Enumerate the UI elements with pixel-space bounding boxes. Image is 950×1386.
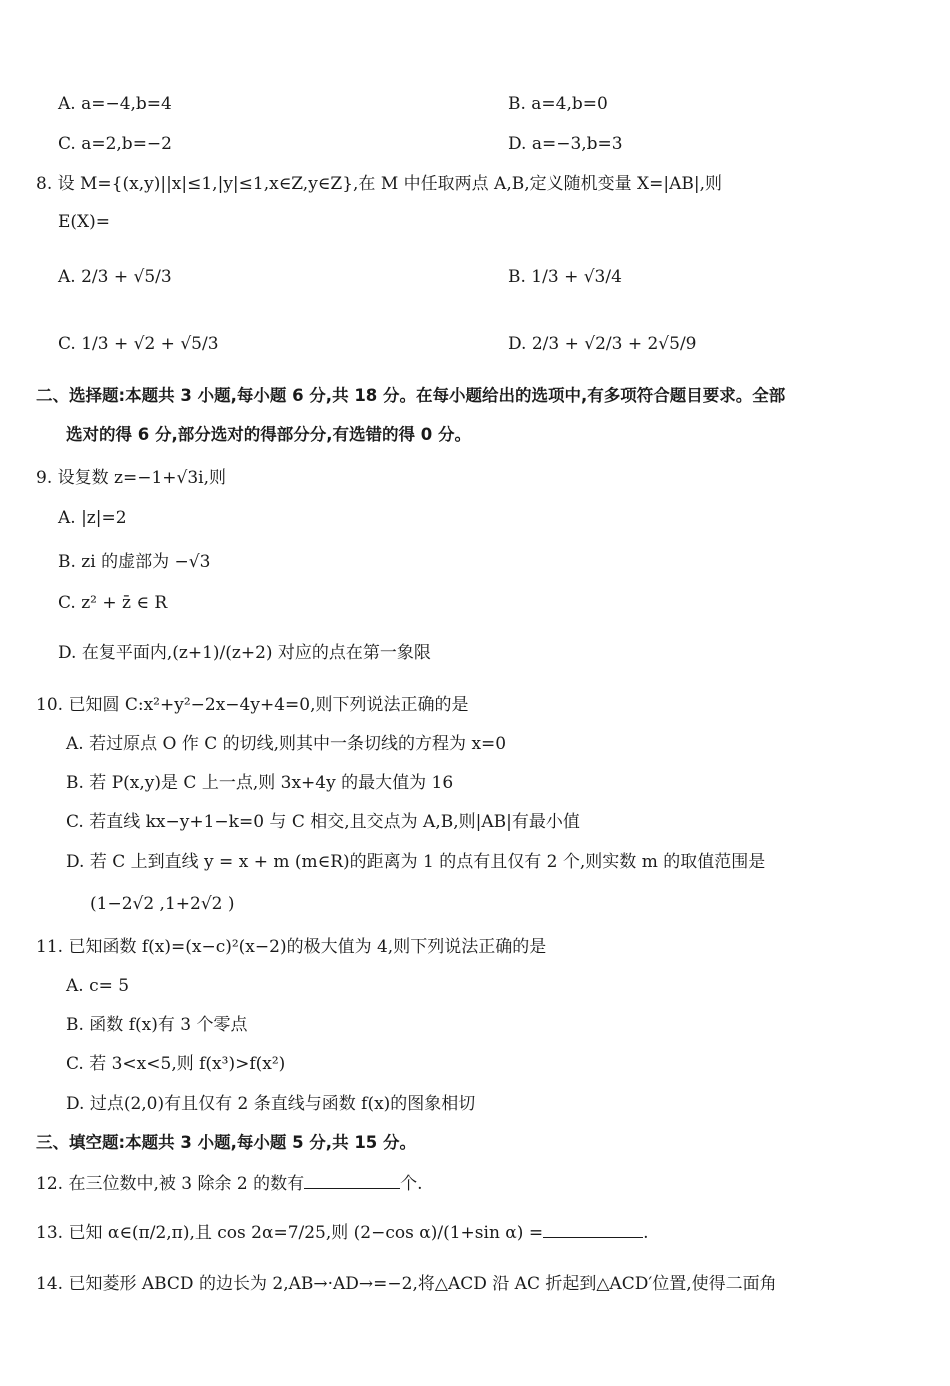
q12-text-before: 12. 在三位数中,被 3 除余 2 的数有	[36, 1174, 305, 1194]
q12-text-after: 个.	[400, 1174, 423, 1194]
q8-option-c: C. 1/3 + √2 + √5/3	[58, 334, 219, 354]
q11-option-b: B. 函数 f(x)有 3 个零点	[66, 1015, 248, 1035]
q7-option-c: C. a=2,b=−2	[58, 134, 172, 154]
q8-option-a: A. 2/3 + √5/3	[58, 267, 172, 287]
q9-option-c: C. z² + z̄ ∈ R	[58, 593, 168, 613]
q8-stem-line1: 8. 设 M={(x,y)||x|≤1,|y|≤1,x∈Z,y∈Z},在 M 中任取两点 A,B,定义随机变量 X=|AB|,则	[36, 174, 722, 194]
q9-stem: 9. 设复数 z=−1+√3i,则	[36, 468, 227, 488]
q8-stem-line2: E(X)=	[58, 212, 111, 232]
q13-text-after: .	[643, 1223, 649, 1243]
q11-stem: 11. 已知函数 f(x)=(x−c)²(x−2)的极大值为 4,则下列说法正确的是	[36, 937, 547, 957]
q10-option-b: B. 若 P(x,y)是 C 上一点,则 3x+4y 的最大值为 16	[66, 773, 454, 793]
section2-heading-line1: 二、选择题:本题共 3 小题,每小题 6 分,共 18 分。在每小题给出的选项中,有多项符合题目要求。全部	[36, 386, 786, 405]
q13-text-before: 13. 已知 α∈(π/2,π),且 cos 2α=7/25,则 (2−cos α)/(1+sin α) =	[36, 1223, 544, 1243]
q9-option-b: B. zi 的虚部为 −√3	[58, 552, 211, 572]
q13-stem	[36, 1219, 648, 1245]
q13-answer-blank[interactable]	[543, 1219, 643, 1238]
q11-option-d: D. 过点(2,0)有且仅有 2 条直线与函数 f(x)的图象相切	[66, 1094, 476, 1114]
q10-stem: 10. 已知圆 C:x²+y²−2x−4y+4=0,则下列说法正确的是	[36, 695, 469, 715]
q7-option-b: B. a=4,b=0	[508, 94, 608, 114]
q10-option-d-line1: D. 若 C 上到直线 y = x + m (m∈R)的距离为 1 的点有且仅有 2 个,则实数 m 的取值范围是	[66, 852, 766, 872]
q8-option-d: D. 2/3 + √2/3 + 2√5/9	[508, 334, 697, 354]
q7-option-d: D. a=−3,b=3	[508, 134, 623, 154]
q14-stem: 14. 已知菱形 ABCD 的边长为 2,AB→·AD→=−2,将△ACD 沿 AC 折起到△ACD′位置,使得二面角	[36, 1274, 777, 1294]
q10-option-c: C. 若直线 kx−y+1−k=0 与 C 相交,且交点为 A,B,则|AB|有最小值	[66, 812, 580, 832]
q9-option-a: A. |z|=2	[58, 508, 127, 528]
q12-stem	[36, 1170, 423, 1196]
q8-option-b: B. 1/3 + √3/4	[508, 267, 622, 287]
q11-option-c: C. 若 3<x<5,则 f(x³)>f(x²)	[66, 1054, 286, 1074]
section2-heading-line2: 选对的得 6 分,部分选对的得部分分,有选错的得 0 分。	[66, 425, 471, 444]
q9-option-d: D. 在复平面内,(z+1)/(z+2) 对应的点在第一象限	[58, 643, 431, 663]
q10-option-a: A. 若过原点 O 作 C 的切线,则其中一条切线的方程为 x=0	[66, 734, 507, 754]
q11-option-a: A. c= 5	[66, 976, 130, 996]
q12-answer-blank[interactable]	[304, 1170, 400, 1189]
q10-option-d-line2: (1−2√2 ,1+2√2 )	[90, 894, 235, 914]
q7-option-a: A. a=−4,b=4	[58, 94, 172, 114]
section3-heading: 三、填空题:本题共 3 小题,每小题 5 分,共 15 分。	[36, 1133, 417, 1152]
